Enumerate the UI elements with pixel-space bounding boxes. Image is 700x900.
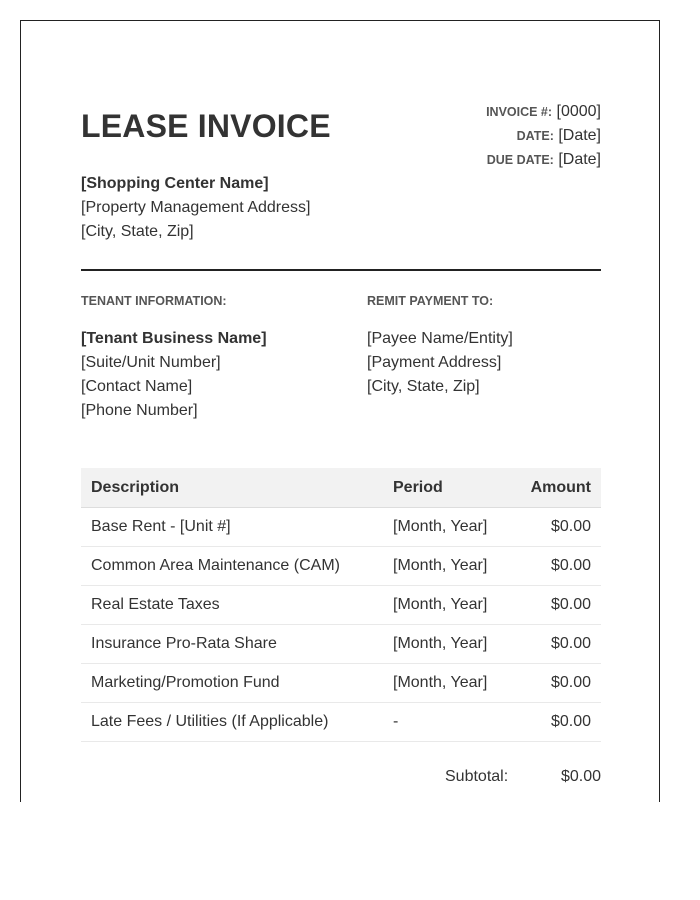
invoice-number-label: INVOICE #: xyxy=(486,105,553,119)
row-period: [Month, Year] xyxy=(383,625,520,664)
remit-payment-heading: REMIT PAYMENT TO: xyxy=(367,294,494,308)
tenant-unit: [Suite/Unit Number] xyxy=(81,354,221,371)
row-period: [Month, Year] xyxy=(383,508,520,547)
invoice-number-row xyxy=(486,100,601,124)
invoice-date-value: [Date] xyxy=(558,127,601,144)
table-row xyxy=(81,625,601,664)
management-address: [Property Management Address] xyxy=(81,199,311,216)
due-date-row xyxy=(486,148,601,172)
row-amount: $0.00 xyxy=(520,547,601,586)
row-description: Common Area Maintenance (CAM) xyxy=(81,547,383,586)
sender-city-state-zip: [City, State, Zip] xyxy=(81,223,194,240)
row-period: [Month, Year] xyxy=(383,586,520,625)
row-period: [Month, Year] xyxy=(383,547,520,586)
table-row xyxy=(81,508,601,547)
tenant-contact: [Contact Name] xyxy=(81,378,193,395)
row-description: Real Estate Taxes xyxy=(81,586,383,625)
table-row xyxy=(81,586,601,625)
table-row xyxy=(81,664,601,703)
subtotal-value: $0.00 xyxy=(560,768,601,785)
shopping-center-name: [Shopping Center Name] xyxy=(81,175,269,192)
remit-city-state-zip: [City, State, Zip] xyxy=(367,378,480,395)
row-amount: $0.00 xyxy=(520,703,601,742)
row-amount: $0.00 xyxy=(520,508,601,547)
invoice-date-row xyxy=(486,124,601,148)
tenant-info-heading: TENANT INFORMATION: xyxy=(81,294,227,308)
tenant-business-name: [Tenant Business Name] xyxy=(81,330,267,347)
row-description: Late Fees / Utilities (If Applicable) xyxy=(81,703,383,742)
payee-name: [Payee Name/Entity] xyxy=(367,330,513,347)
row-amount: $0.00 xyxy=(520,625,601,664)
invoice-meta xyxy=(486,100,601,172)
row-description: Base Rent - [Unit #] xyxy=(81,508,383,547)
table-row xyxy=(81,703,601,742)
header-amount: Amount xyxy=(520,468,601,508)
row-description: Insurance Pro-Rata Share xyxy=(81,625,383,664)
due-date-value: [Date] xyxy=(558,151,601,168)
header-divider xyxy=(81,269,601,271)
subtotal-label: Subtotal: xyxy=(445,768,509,785)
row-period: [Month, Year] xyxy=(383,664,520,703)
row-amount: $0.00 xyxy=(520,664,601,703)
row-description: Marketing/Promotion Fund xyxy=(81,664,383,703)
line-items-table xyxy=(81,468,601,742)
due-date-label: DUE DATE: xyxy=(486,153,554,167)
invoice-title: LEASE INVOICE xyxy=(81,108,331,144)
tenant-block xyxy=(81,327,267,423)
row-amount: $0.00 xyxy=(520,586,601,625)
tenant-phone: [Phone Number] xyxy=(81,402,198,419)
payment-address: [Payment Address] xyxy=(367,354,502,371)
invoice-date-label: DATE: xyxy=(516,129,554,143)
header-period: Period xyxy=(383,468,520,508)
row-period: - xyxy=(383,703,520,742)
invoice-number-value: [0000] xyxy=(556,103,601,120)
table-row xyxy=(81,547,601,586)
header-description: Description xyxy=(81,468,383,508)
remit-block xyxy=(367,327,513,399)
table-header-row xyxy=(81,468,601,508)
sender-block xyxy=(81,172,310,244)
